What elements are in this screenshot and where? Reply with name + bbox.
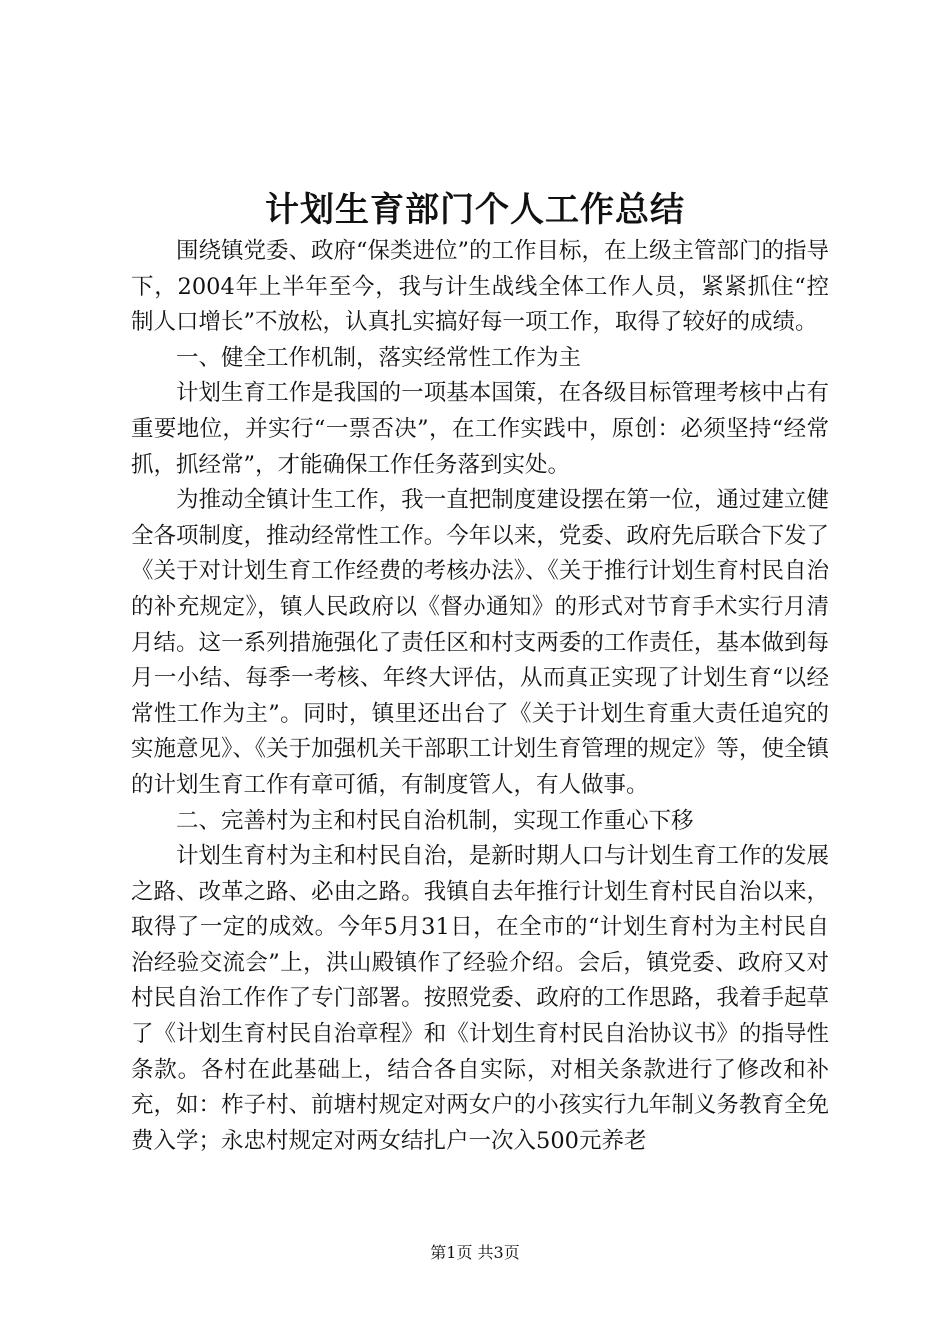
section-heading-1: 一、健全工作机制，落实经常性工作为主 — [176, 344, 582, 371]
paragraph-section2-a: 计划生育村为主和村民自治，是新时期人口与计划生育工作的发展之路、改革之路、必由之路。我镇自去年推行计划生育村民自治以来，取得了一定的成效。今年5月31日，在全市的“计划生育村为主村民自治经验交流会”上，洪山殿镇作了经验介绍。会后，镇党委、政府又对村民自治工作作了专门部署。按照党委、政府的工作思路，我着手起草了《计划生育村民自治章程》和《计划生育村民自治协议书》的指导性条款。各村在此基础上，结合各自实际，对相关条款进行了修改和补充，如：柞子村、前塘村规定对两女户的小孩实行九年制义务教育全免费入学；永忠村规定对两女结扎户一次入500元养老 — [131, 843, 829, 1154]
page-footer: 第1页 共3页 — [430, 1243, 520, 1262]
document-body — [131, 234, 829, 1159]
document-title: 计划生育部门个人工作总结 — [265, 190, 685, 230]
paragraph-section1-a: 计划生育工作是我国的一项基本国策，在各级目标管理考核中占有重要地位，并实行“一票否决”，在工作实践中，原创：必须坚持“经常抓，抓经常”，才能确保工作任务落到实处。 — [131, 380, 829, 478]
section-heading-2: 二、完善村为主和村民自治机制，实现工作重心下移 — [176, 807, 694, 834]
paragraph-section1-b: 为推动全镇计生工作，我一直把制度建设摆在第一位，通过建立健全各项制度，推动经常性工作。今年以来，党委、政府先后联合下发了《关于对计划生育工作经费的考核办法》、《关于推行计划生育村民自治的补充规定》，镇人民政府以《督办通知》的形式对节育手术实行月清月结。这一系列措施强化了责任区和村支两委的工作责任，基本做到每月一小结、每季一考核、年终大评估，从而真正实现了计划生育“以经常性工作为主”。同时，镇里还出台了《关于计划生育重大责任追究的实施意见》、《关于加强机关干部职工计划生育管理的规定》等，使全镇的计划生育工作有章可循，有制度管人，有人做事。 — [131, 487, 829, 798]
paragraph-intro: 围绕镇党委、政府“保类进位”的工作目标，在上级主管部门的指导下，2004年上半年至今，我与计生战线全体工作人员，紧紧抓住“控制人口增长”不放松，认真扎实搞好每一项工作，取得了较好的成绩。 — [131, 238, 830, 336]
